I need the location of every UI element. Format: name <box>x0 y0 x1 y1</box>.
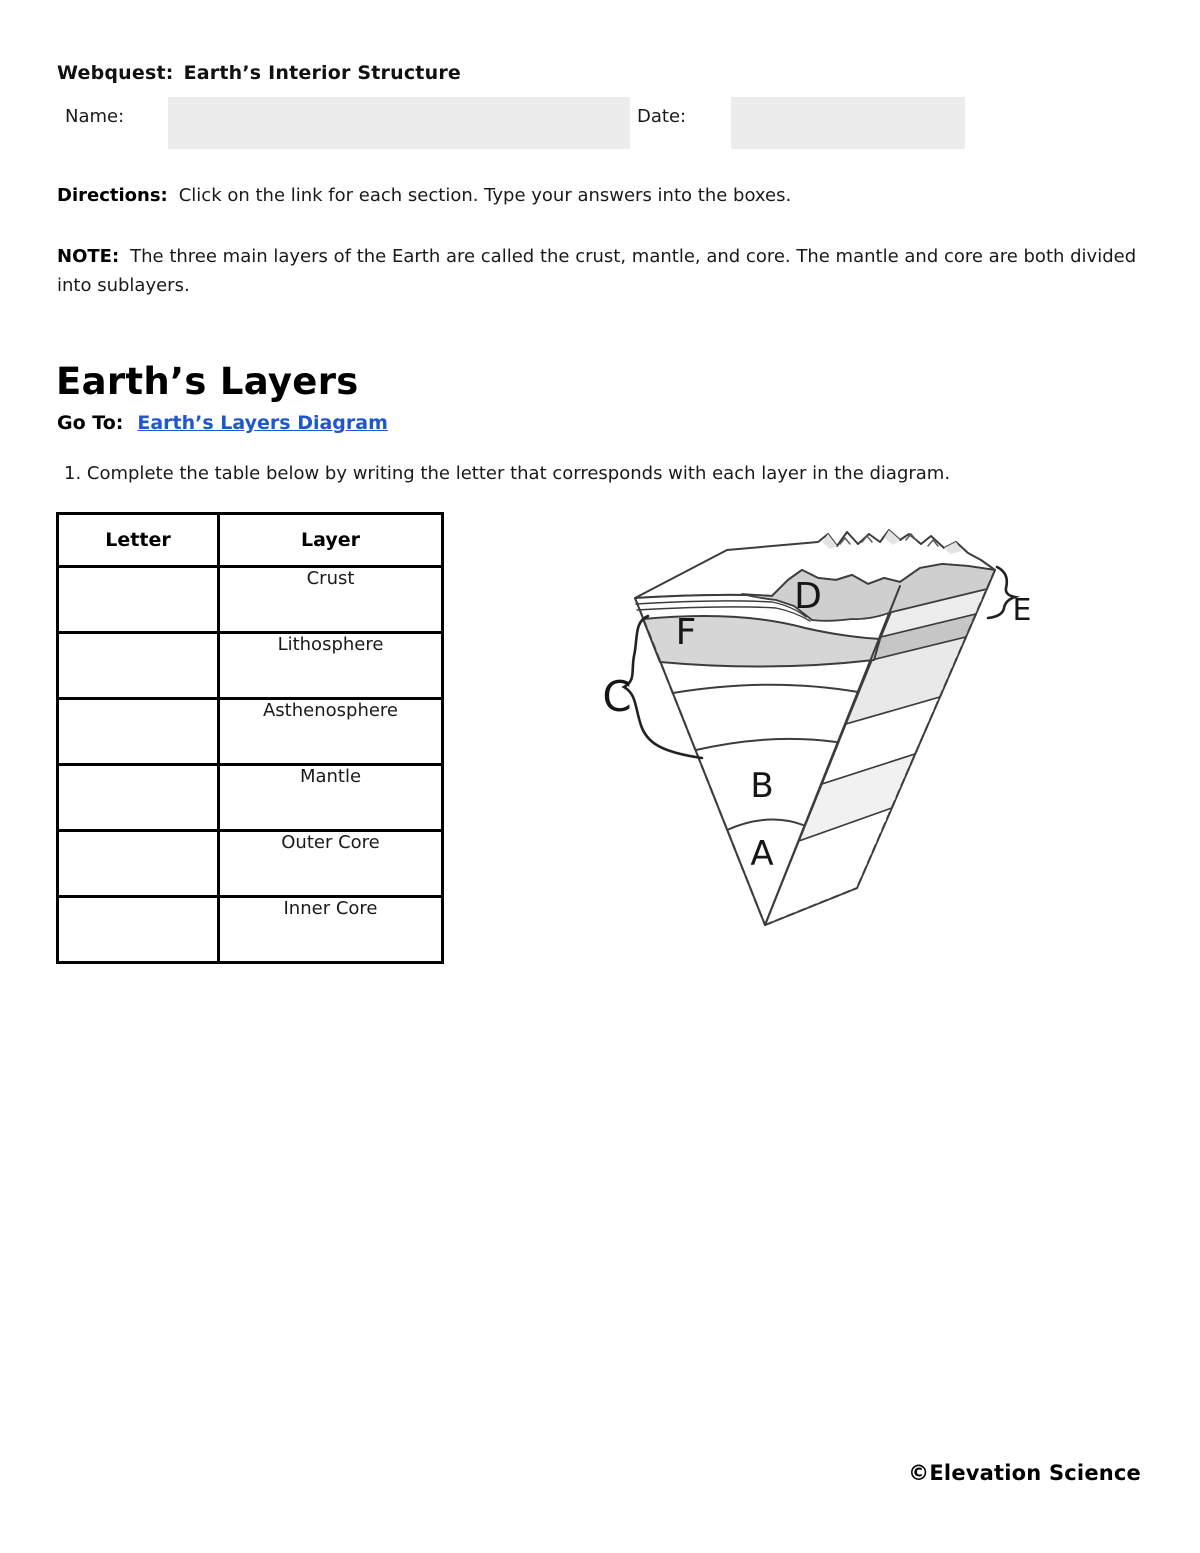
diagram-label-f: F <box>675 612 697 653</box>
note-text: The three main layers of the Earth are called the crust, mantle, and core. The mantle and core are both divided into sublayers. <box>57 246 1137 296</box>
earths-layers-diagram-link[interactable]: Earth’s Layers Diagram <box>137 412 388 434</box>
letter-answer-cell-asthenosphere[interactable] <box>58 699 219 765</box>
page-title-prefix: Webquest: <box>57 62 174 84</box>
layer-name-inner-core: Inner Core <box>219 897 443 963</box>
table-row <box>58 765 443 831</box>
date-input[interactable] <box>731 97 965 149</box>
section-heading: Earth’s Layers <box>56 360 359 403</box>
directions-label: Directions: <box>57 185 168 206</box>
layer-name-crust: Crust <box>219 567 443 633</box>
letter-answer-cell-mantle[interactable] <box>58 765 219 831</box>
name-input[interactable] <box>168 97 630 149</box>
question-1: 1. Complete the table below by writing the letter that corresponds with each layer in the diagram. <box>64 463 951 484</box>
diagram-label-d: D <box>794 576 822 617</box>
letter-answer-cell-lithosphere[interactable] <box>58 633 219 699</box>
earth-layers-diagram <box>590 520 1060 990</box>
goto-label: Go To: <box>57 412 124 434</box>
diagram-label-a: A <box>750 834 774 874</box>
table-row <box>58 831 443 897</box>
table-row <box>58 633 443 699</box>
layer-name-asthenosphere: Asthenosphere <box>219 699 443 765</box>
layer-name-mantle: Mantle <box>219 765 443 831</box>
goto-line <box>57 412 388 434</box>
table-row <box>58 567 443 633</box>
layer-name-outer-core: Outer Core <box>219 831 443 897</box>
diagram-label-b: B <box>750 766 774 806</box>
earth-wedge-svg <box>590 520 1060 990</box>
date-label: Date: <box>637 106 687 127</box>
note-label: NOTE: <box>57 246 120 267</box>
copyright-credit: ©Elevation Science <box>908 1461 1141 1485</box>
diagram-label-e: E <box>1012 593 1032 628</box>
layers-table <box>56 512 444 964</box>
directions-paragraph <box>57 181 1167 210</box>
letter-column-header: Letter <box>58 514 219 567</box>
letter-answer-cell-crust[interactable] <box>58 567 219 633</box>
page-title <box>57 62 461 84</box>
page-title-text: Earth’s Interior Structure <box>183 62 461 84</box>
table-row <box>58 897 443 963</box>
diagram-label-c: C <box>602 672 632 721</box>
table-row <box>58 699 443 765</box>
note-paragraph <box>57 242 1152 300</box>
table-header-row <box>58 514 443 567</box>
name-label: Name: <box>65 106 125 127</box>
directions-text: Click on the link for each section. Type your answers into the boxes. <box>178 185 792 206</box>
letter-answer-cell-outer-core[interactable] <box>58 831 219 897</box>
layer-column-header: Layer <box>219 514 443 567</box>
layer-name-lithosphere: Lithosphere <box>219 633 443 699</box>
letter-answer-cell-inner-core[interactable] <box>58 897 219 963</box>
